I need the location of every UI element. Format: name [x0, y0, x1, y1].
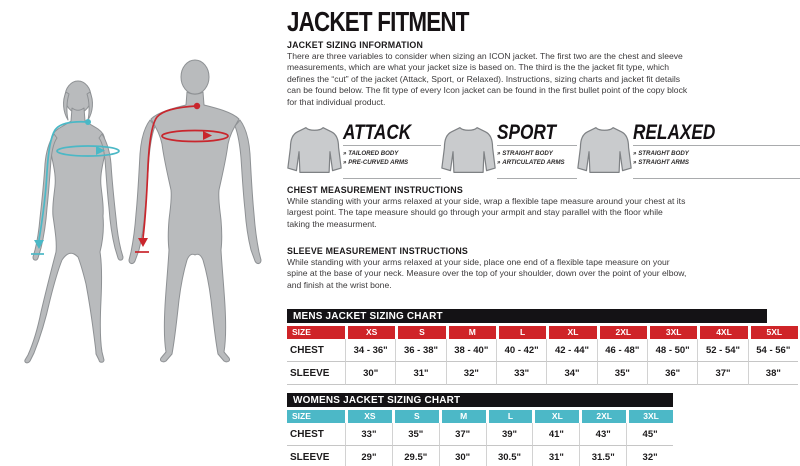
table-cell: 45"	[626, 423, 673, 446]
table-cell: 33"	[496, 362, 546, 385]
mens-chart-title-bar: MENS JACKET SIZING CHART	[287, 309, 767, 323]
table-cell: 33"	[345, 423, 392, 446]
fit-bullet: » PRE-CURVED ARMS	[343, 159, 409, 166]
womens-chart-title-bar: WOMENS JACKET SIZING CHART	[287, 393, 673, 407]
mens-chart-table	[287, 326, 798, 385]
column-header: 2XL	[597, 326, 647, 339]
sizing-info-body: There are three variables to consider when sizing an ICON jacket. The first two are the chest and sleeve measurements, which are what your jacket size is based on. The third is the the jacket fit type, which defines the “cut” of the jacket (Attack, Sport, or Relaxed). Instructions, sizing charts and jacket fit details can be found below. The fit type of every Icon jacket can be found in the first bullet point of the copy block for that individual product.	[287, 51, 688, 107]
table-cell: 38"	[748, 362, 798, 385]
fit-bullet: » STRAIGHT ARMS	[633, 159, 689, 166]
divider	[497, 145, 577, 146]
column-header: S	[395, 326, 445, 339]
womens-sizing-chart	[287, 393, 673, 466]
bullet-marker: »	[343, 159, 347, 166]
fit-types-row	[287, 122, 800, 184]
row-label: SLEEVE	[287, 362, 345, 385]
column-header: 2XL	[579, 410, 626, 423]
column-header: XL	[546, 326, 596, 339]
table-cell: 32"	[446, 362, 496, 385]
fit-bullet: » STRAIGHT BODY	[497, 150, 553, 157]
table-cell: 43"	[579, 423, 626, 446]
fit-type-relaxed	[577, 122, 800, 184]
table-cell: 37"	[697, 362, 747, 385]
column-header: 3XL	[647, 326, 697, 339]
jacket-icon	[577, 124, 632, 176]
table-cell: 35"	[597, 362, 647, 385]
table-cell: 30"	[439, 446, 486, 466]
table-cell: 32"	[626, 446, 673, 466]
bullet-marker: »	[633, 159, 637, 166]
column-header: SIZE	[287, 410, 345, 423]
column-header: L	[486, 410, 533, 423]
table-cell: 54 - 56"	[748, 339, 798, 362]
table-cell: 39"	[486, 423, 533, 446]
page-title: JACKET FITMENT	[287, 6, 469, 37]
divider	[633, 145, 800, 146]
chest-instructions-body: While standing with your arms relaxed at your side, wrap a flexible tape measure around your chest at its largest point. The tape measure should go through your armpit and stay parallel with the floor while taking the measurment.	[287, 196, 686, 229]
column-header: 5XL	[748, 326, 798, 339]
table-cell: 37"	[439, 423, 486, 446]
row-label: CHEST	[287, 423, 345, 446]
table-cell: 30.5"	[486, 446, 533, 466]
female-silhouette	[25, 81, 123, 363]
fit-type-title: ATTACK	[343, 121, 412, 144]
column-header: M	[439, 410, 486, 423]
bullet-marker: »	[497, 150, 501, 157]
mens-sizing-chart	[287, 309, 798, 385]
table-cell: 42 - 44"	[546, 339, 596, 362]
sleeve-instructions-body: While standing with your arms relaxed at your side, place one end of a flexible tape measure on your spine at the base of your neck. Measure over the top of your shoulder, down over the point of your elbow, and finish at the wrist bone.	[287, 257, 687, 290]
table-cell: 34 - 36"	[345, 339, 395, 362]
jacket-icon	[287, 124, 342, 176]
table-cell: 36 - 38"	[395, 339, 445, 362]
table-cell: 35"	[392, 423, 439, 446]
column-header: 4XL	[697, 326, 747, 339]
table-cell: 34"	[546, 362, 596, 385]
table-cell: 40 - 42"	[496, 339, 546, 362]
column-header: SIZE	[287, 326, 345, 339]
table-cell: 29.5"	[392, 446, 439, 466]
sleeve-instructions-heading: SLEEVE MEASUREMENT INSTRUCTIONS	[287, 246, 469, 257]
table-cell: 46 - 48"	[597, 339, 647, 362]
column-header: 3XL	[626, 410, 673, 423]
table-cell: 31"	[532, 446, 579, 466]
fit-type-title: RELAXED	[633, 121, 716, 144]
jacket-icon	[441, 124, 496, 176]
fit-type-sport	[441, 122, 577, 184]
divider	[497, 178, 577, 179]
table-cell: 41"	[532, 423, 579, 446]
table-cell: 48 - 50"	[647, 339, 697, 362]
column-header: XL	[532, 410, 579, 423]
column-header: L	[496, 326, 546, 339]
bullet-marker: »	[497, 159, 501, 166]
table-cell: 29"	[345, 446, 392, 466]
table-cell: 31.5"	[579, 446, 626, 466]
divider	[343, 178, 441, 179]
column-header: M	[446, 326, 496, 339]
fit-bullet: » TAILORED BODY	[343, 150, 399, 157]
chest-instructions-heading: CHEST MEASUREMENT INSTRUCTIONS	[287, 185, 463, 196]
womens-chart-table	[287, 410, 673, 466]
column-header: S	[392, 410, 439, 423]
table-cell: 38 - 40"	[446, 339, 496, 362]
fit-type-title: SPORT	[497, 121, 557, 144]
fit-bullet: » STRAIGHT BODY	[633, 150, 689, 157]
divider	[343, 145, 441, 146]
row-label: SLEEVE	[287, 446, 345, 466]
table-cell: 36"	[647, 362, 697, 385]
divider	[633, 178, 800, 179]
bullet-marker: »	[343, 150, 347, 157]
table-cell: 30"	[345, 362, 395, 385]
table-cell: 31"	[395, 362, 445, 385]
column-header: XS	[345, 326, 395, 339]
table-cell: 52 - 54"	[697, 339, 747, 362]
row-label: CHEST	[287, 339, 345, 362]
fit-bullet: » ARTICULATED ARMS	[497, 159, 565, 166]
column-header: XS	[345, 410, 392, 423]
sizing-info-heading: JACKET SIZING INFORMATION	[287, 40, 424, 51]
fit-type-attack	[287, 122, 441, 184]
measurement-figures-illustration	[0, 0, 285, 466]
bullet-marker: »	[633, 150, 637, 157]
